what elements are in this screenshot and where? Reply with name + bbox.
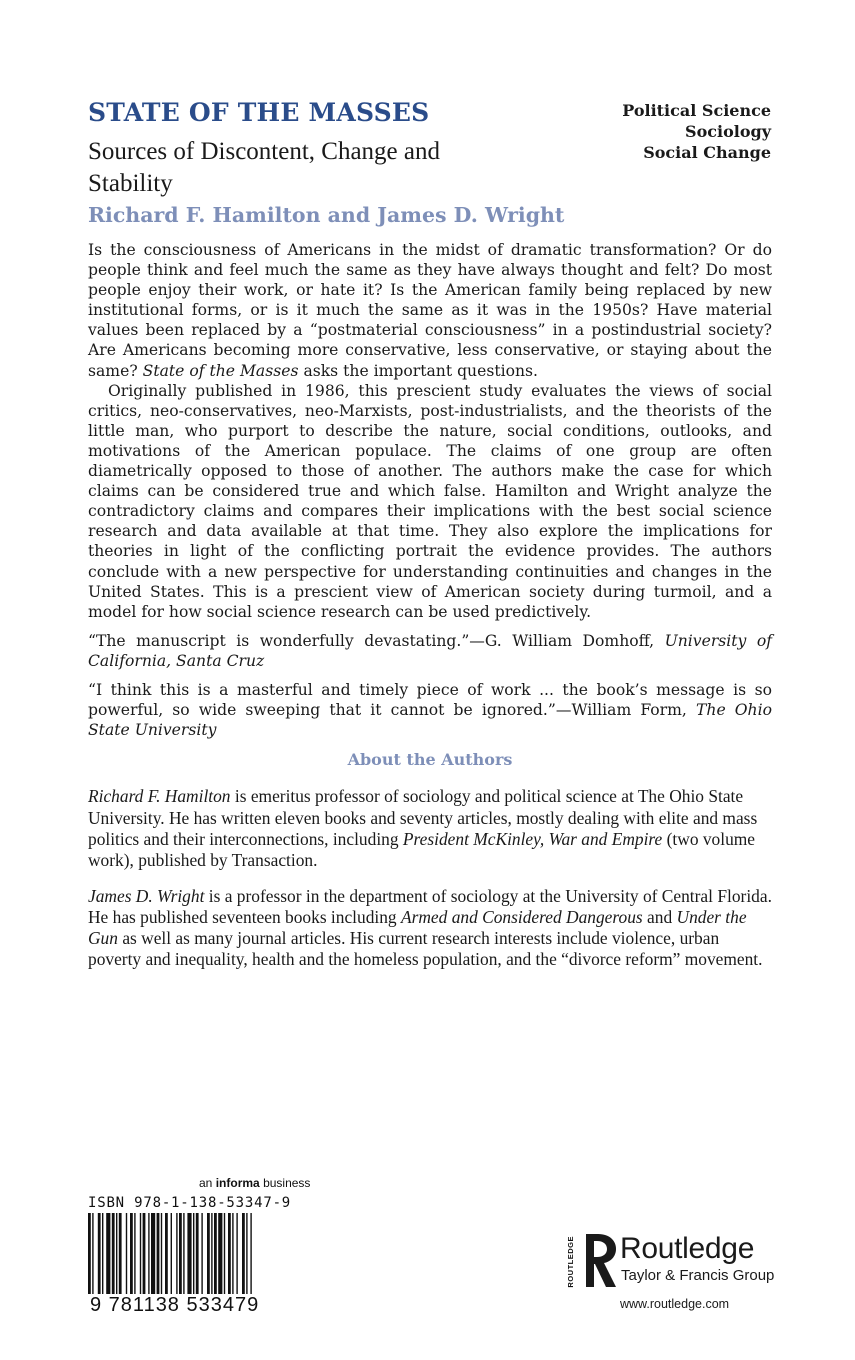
author-bio-hamilton <box>88 786 772 871</box>
bio-text: (two volume work), published by Transaction. <box>88 828 756 871</box>
barcode-digits: 9 781138 533479 <box>90 1294 260 1316</box>
publisher-group: Taylor & Francis Group <box>621 1267 775 1284</box>
subject-category: Political Science <box>622 101 771 120</box>
blurb-paragraph-1 <box>88 240 772 381</box>
informa-tagline <box>199 1176 310 1190</box>
book-title: STATE OF THE MASSES <box>88 98 430 127</box>
author-name: James D. Wright <box>88 885 205 906</box>
isbn-label: ISBN 978-1-138-53347-9 <box>88 1195 292 1211</box>
subject-category: Sociology <box>685 122 771 141</box>
informa-text: business <box>263 1176 311 1190</box>
bio-book-title: President McKinley, War and Empire <box>402 828 663 849</box>
bio-text: and <box>647 906 673 927</box>
blurb-text: asks the important questions. <box>303 361 538 380</box>
informa-text: an <box>199 1176 213 1190</box>
quote-affiliation: University of California, Santa Cruz <box>88 631 772 670</box>
routledge-vertical-label: ROUTLEDGE <box>566 1236 575 1288</box>
author-bio-wright <box>88 886 772 971</box>
bio-text: is emeritus professor of sociology and political science at The Ohio State University. He has written eleven books and seventy articles, mostly dealing with elite and mass politics and their interconnections, including <box>88 786 758 849</box>
book-authors: Richard F. Hamilton and James D. Wright <box>88 203 565 227</box>
blurb-text: Is the consciousness of Americans in the midst of dramatic transformation? Or do people think and feel much the same as they have always thought and felt? Do most people enjoy their work, or hate it? Is the American family being replaced by new institutional forms, or is it much the same as it was in the 1950s? Have material values been replaced by a “postmaterial consciousness” in a postindustrial society? Are Americans becoming more conservative, less conservative, or staying about the same? <box>88 241 772 380</box>
subject-category: Social Change <box>643 143 771 162</box>
informa-brand: informa <box>215 1176 260 1190</box>
bio-book-title: Armed and Considered Dangerous <box>400 906 643 927</box>
subject-categories <box>622 100 771 163</box>
bio-text: as well as many journal articles. His current research interests include violence, urban poverty and inequality, health and the homeless population, and the “divorce reform” movement. <box>88 928 763 970</box>
quote-text: “I think this is a masterful and timely piece of work ... the book’s message is so powerful, so wide sweeping that it cannot be ignored.”—William Form, <box>88 680 772 720</box>
publisher-name: Routledge <box>620 1232 755 1265</box>
author-name: Richard F. Hamilton <box>88 786 231 807</box>
blurb-paragraph-2: Originally published in 1986, this prescient study evaluates the views of social critics, neo-conservatives, neo-Marxists, post-industrialists, and the theorists of the little man, who purport to describe the nature, social conditions, outlooks, and motivations of the American populace. The claims of one group are often diametrically opposed to those of another. The authors make the case for which claims can be considered true and which false. Hamilton and Wright analyze the contradictory claims and compares their implications with the best social science research and data available at that time. They also explore the implications for theories in light of the conflicting portrait the evidence provides. The authors conclude with a new perspective for understanding continuities and changes in the United States. This is a prescient view of American society during turmoil, and a model for how social science research can be used predictively. <box>88 381 772 621</box>
quote-text: “The manuscript is wonderfully devastating.”—G. William Domhoff, <box>88 631 655 650</box>
quote-affiliation: The Ohio State University <box>88 701 772 740</box>
about-authors-heading: About the Authors <box>347 750 513 770</box>
bio-text: is a professor in the department of sociology at the University of Central Florida. He has published seventeen books including <box>88 885 772 927</box>
blurb-book-title: State of the Masses <box>142 361 299 380</box>
bio-book-title: Under the Gun <box>88 906 747 949</box>
publisher-url[interactable]: www.routledge.com <box>620 1297 730 1311</box>
book-subtitle: Sources of Discontent, Change and Stability <box>88 138 441 197</box>
back-cover-text <box>88 240 772 971</box>
endorsement-quote-2 <box>88 680 772 740</box>
endorsement-quote-1 <box>88 631 772 671</box>
